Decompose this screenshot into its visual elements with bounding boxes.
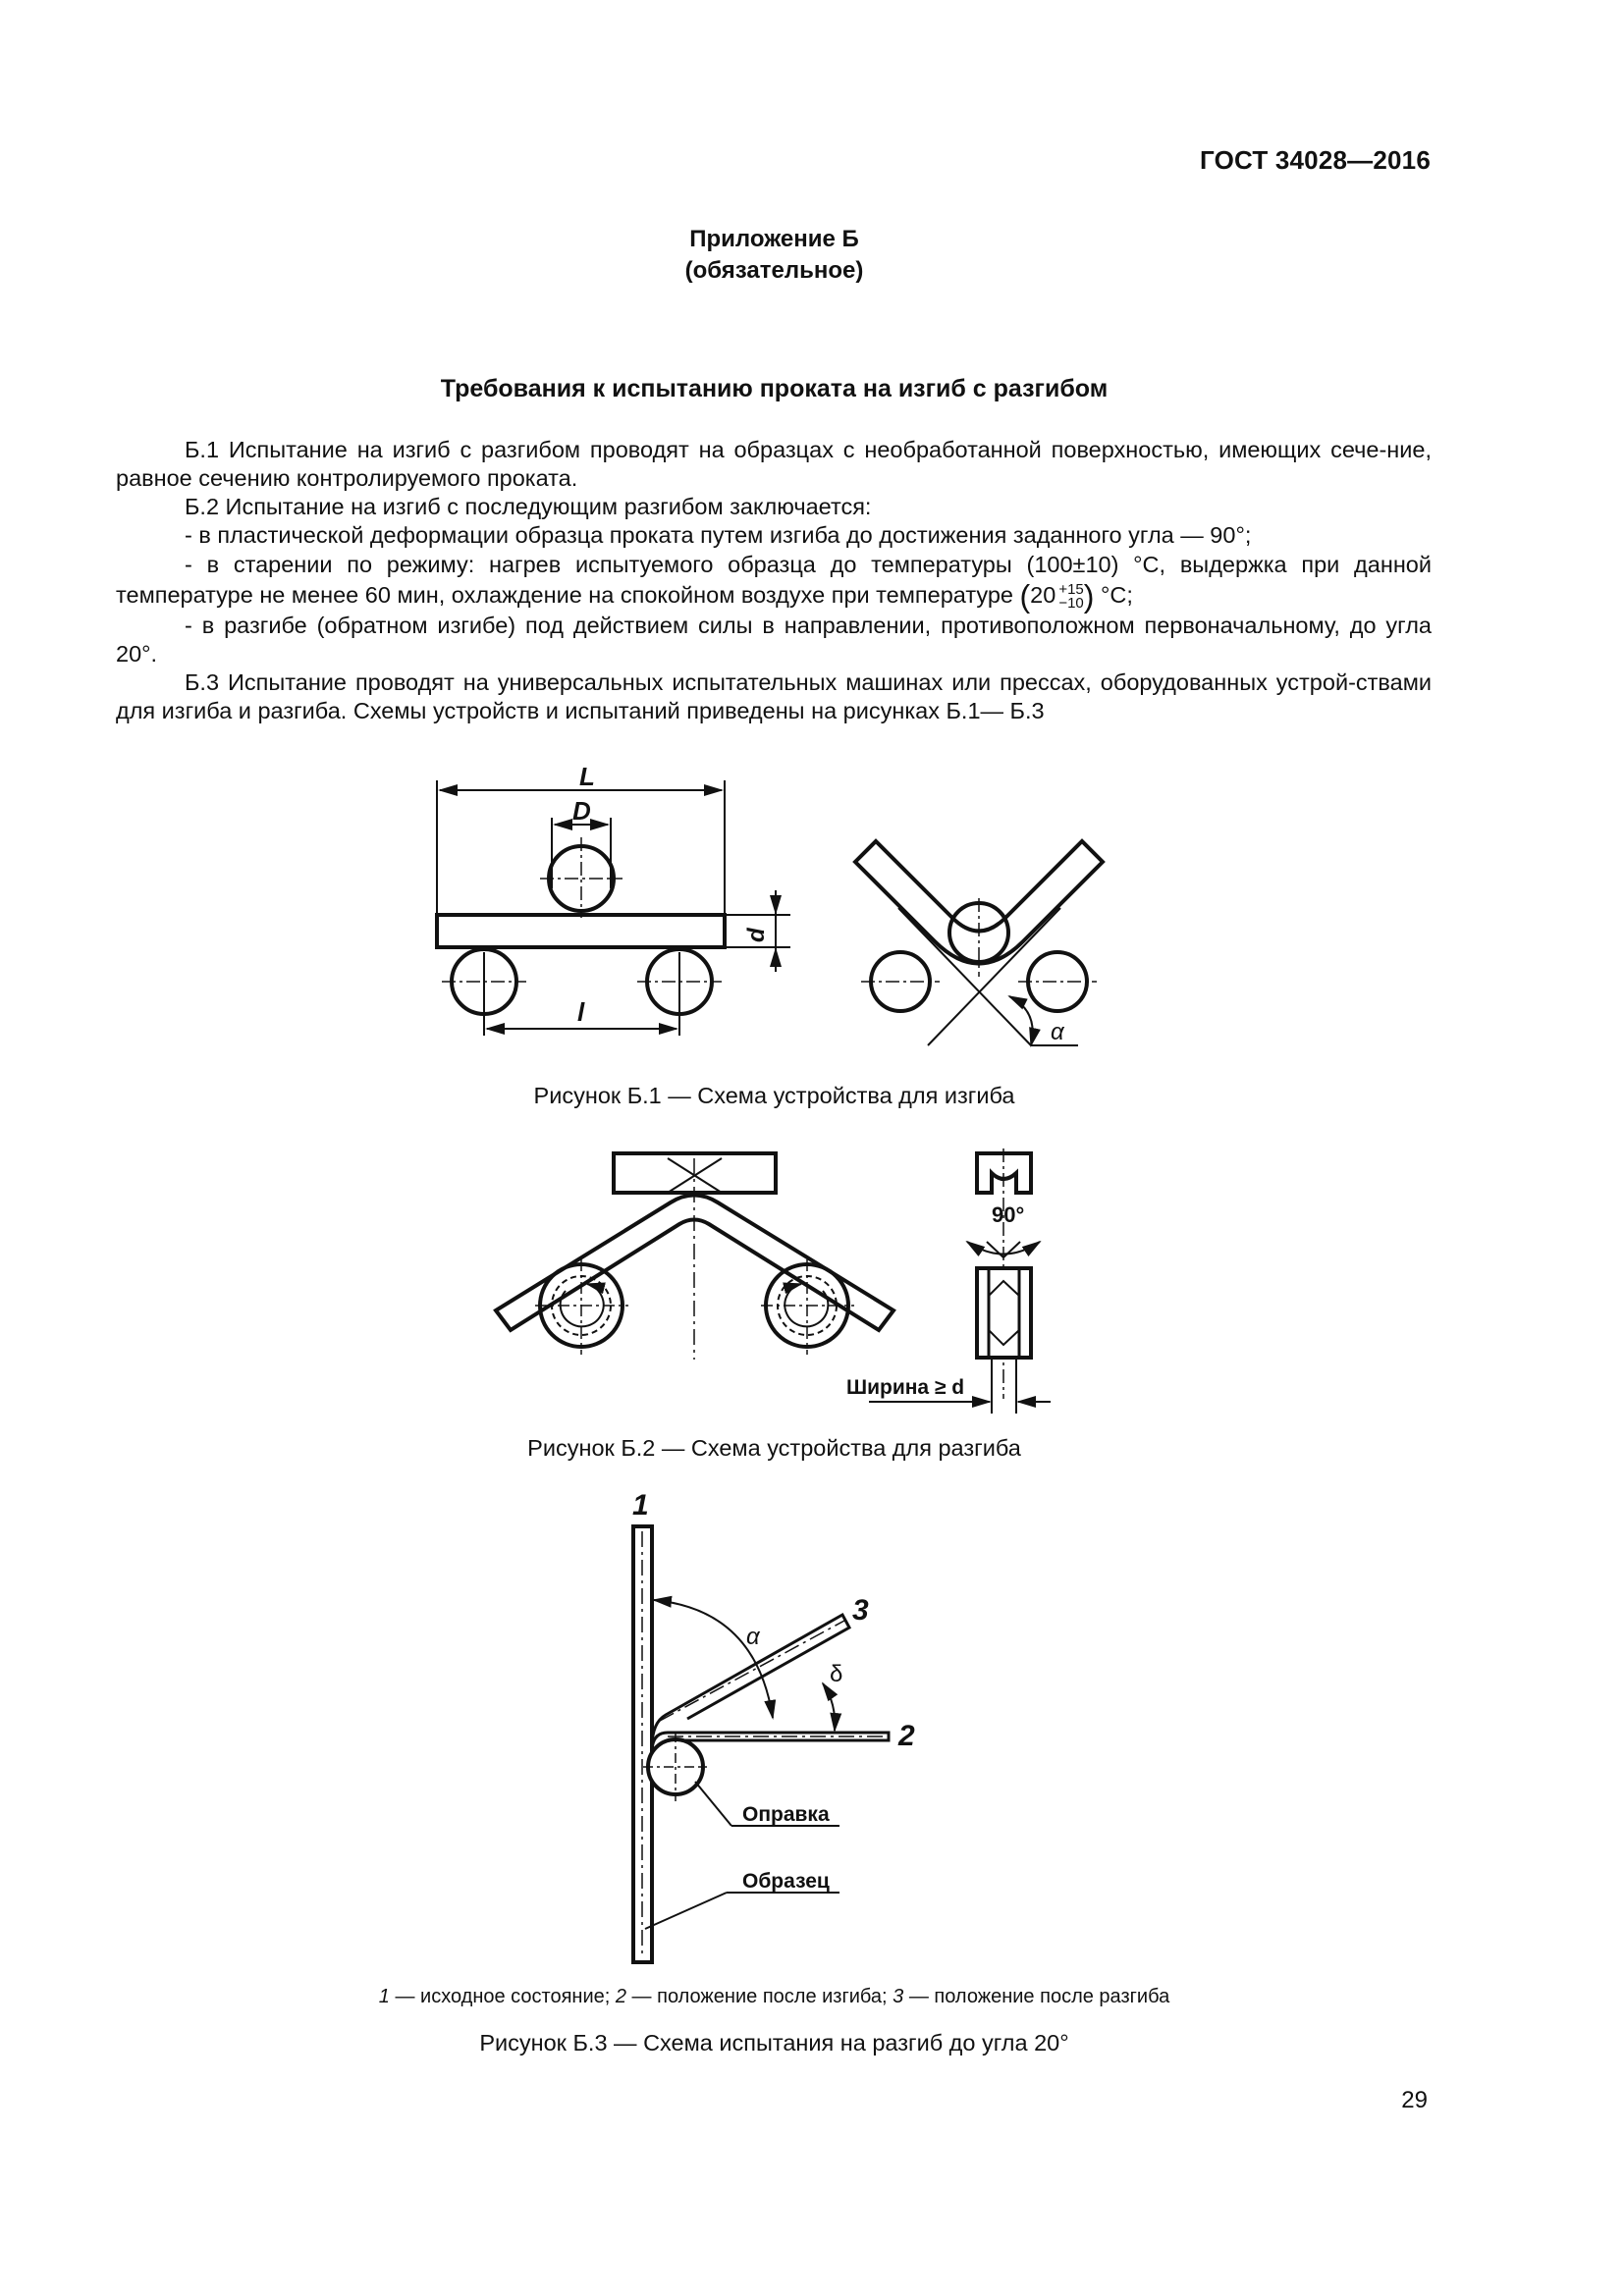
legend-text-3: — положение после разгиба — [903, 1986, 1170, 2007]
label-alpha: α — [746, 1624, 760, 1650]
paren-close: ) — [1083, 578, 1095, 614]
figure-b1-diagram — [422, 761, 1129, 1075]
figure-b2-diagram — [481, 1144, 1090, 1418]
leader-line — [695, 1782, 731, 1826]
angle-arc-alpha — [1009, 996, 1033, 1045]
tolerance-plus: +15 — [1058, 580, 1084, 598]
tolerance-minus: −10 — [1058, 594, 1084, 612]
figure-b3-legend — [0, 1986, 1548, 2008]
list-item-deformation: - в пластической деформации образца проката путем изгиба до достижения заданного угла — 90°; — [185, 522, 1252, 548]
figure-b3-diagram — [609, 1487, 943, 1973]
label-delta: δ — [830, 1661, 843, 1687]
page-number: 29 — [1401, 2087, 1428, 2113]
angle-arm — [987, 1242, 1003, 1257]
aging-temperature: 20 — [1030, 582, 1056, 608]
annex-status: (обязательное) — [684, 257, 864, 284]
label-d: d — [743, 928, 770, 942]
aging-text: - в старении по режиму: нагрев испытуемого образца до температуры (100±10) °С, выдержка при данной температуре не менее 60 мин, охлаждение на спокойном воздухе при температуре — [116, 552, 1432, 608]
label-90-degrees: 90° — [992, 1202, 1025, 1227]
document-code: ГОСТ 34028—2016 — [1200, 145, 1431, 175]
angle-arc-delta — [823, 1683, 835, 1731]
annex-title: Приложение Б — [689, 226, 859, 252]
label-alpha: α — [1051, 1019, 1064, 1045]
legend-text-1: — исходное состояние; — [389, 1986, 616, 2007]
label-L: L — [579, 762, 595, 791]
legend-number-1: 1 — [378, 1986, 390, 2007]
label-position-2: 2 — [898, 1720, 915, 1752]
label-D: D — [572, 796, 591, 826]
specimen-bar — [437, 915, 725, 947]
list-item-unbending: - в разгибе (обратном изгибе) под действием силы в направлении, противоположном первоначальному, до угла 20°. — [116, 613, 1432, 667]
figure-b1-caption: Рисунок Б.1 — Схема устройства для изгиба — [533, 1083, 1015, 1108]
label-position-3: 3 — [852, 1594, 869, 1627]
legend-text-2: — положение после изгиба; — [626, 1986, 893, 2007]
paren-open: ( — [1019, 578, 1031, 614]
legend-number-3: 3 — [893, 1986, 904, 2007]
angle-arm — [1003, 1242, 1020, 1257]
figure-b3-caption: Рисунок Б.3 — Схема испытания на разгиб до угла 20° — [479, 2030, 1069, 2056]
angle-arc-alpha — [654, 1600, 773, 1718]
list-item-aging — [116, 550, 1432, 612]
paragraph-b3: Б.3 Испытание проводят на универсальных испытательных машинах или прессах, оборудованных устрой-ствами для изгиба и разгиба. Схемы устройств и испытаний приведены на рисунках Б.1— Б.3 — [116, 669, 1432, 724]
legend-number-2: 2 — [615, 1986, 626, 2007]
body-text — [116, 436, 1432, 725]
label-l: l — [577, 997, 585, 1027]
aging-unit: °С; — [1100, 582, 1133, 608]
leader-line — [645, 1893, 727, 1929]
label-mandrel: Оправка — [742, 1803, 830, 1826]
figure-b2-caption: Рисунок Б.2 — Схема устройства для разгиба — [527, 1435, 1021, 1461]
paragraph-b2: Б.2 Испытание на изгиб с последующим разгибом заключается: — [185, 494, 872, 519]
paragraph-b1: Б.1 Испытание на изгиб с разгибом проводят на образцах с необработанной поверхностью, имеющих сече-ние, равное сечению контролируемого проката. — [116, 437, 1432, 491]
section-title: Требования к испытанию проката на изгиб с разгибом — [440, 375, 1109, 402]
label-position-1: 1 — [632, 1489, 649, 1522]
temperature-tolerance — [1058, 580, 1084, 612]
label-specimen: Образец — [742, 1870, 830, 1893]
label-width: Ширина ≥ d — [846, 1376, 965, 1399]
